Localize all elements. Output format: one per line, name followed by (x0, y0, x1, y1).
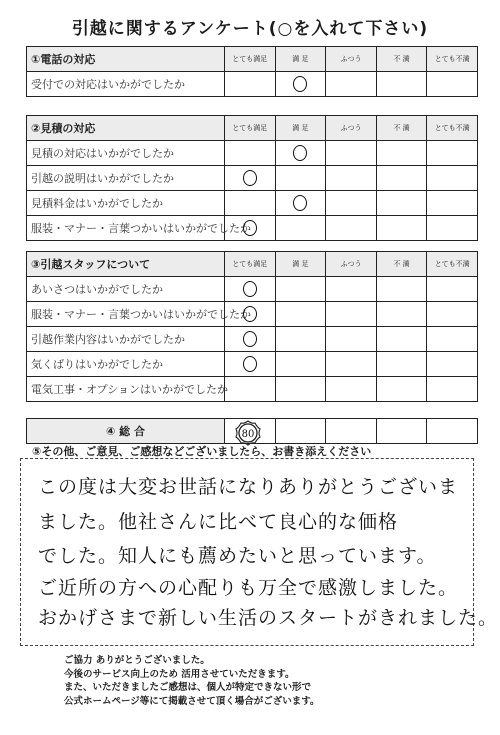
question-text: 服装・マナー・言葉つかいはいかがでしたか (27, 216, 225, 241)
rating-cell[interactable] (326, 352, 377, 377)
rating-cell[interactable] (275, 302, 326, 327)
question-text: 引越作業内容はいかがでしたか (27, 327, 225, 352)
comment-line: この度は大変お世話になりありがとうございま (38, 476, 459, 498)
option-header: ふつう (326, 47, 377, 72)
stamp-text: 80 (241, 429, 255, 440)
question-row (27, 277, 478, 302)
rating-cell[interactable] (275, 166, 326, 191)
option-header: とても不満 (427, 47, 478, 72)
section-staff (26, 251, 478, 402)
total-heading: ④ 総 合 (27, 419, 225, 444)
rating-cell[interactable] (275, 191, 326, 216)
rating-cell[interactable] (275, 216, 326, 241)
rating-cell[interactable] (376, 352, 427, 377)
rating-cell[interactable] (275, 377, 326, 402)
rating-cell[interactable] (275, 141, 326, 166)
question-text: 気くばりはいかがでしたか (27, 352, 225, 377)
rating-cell[interactable] (376, 166, 427, 191)
question-row (27, 141, 478, 166)
rating-cell[interactable] (326, 141, 377, 166)
rating-cell[interactable] (225, 327, 276, 352)
question-row (27, 327, 478, 352)
selection-circle (293, 76, 307, 92)
selection-circle (243, 331, 257, 347)
rating-cell[interactable] (376, 377, 427, 402)
rating-cell[interactable] (376, 277, 427, 302)
rating-cell[interactable] (326, 277, 377, 302)
rating-cell[interactable] (225, 352, 276, 377)
section-estimate (26, 115, 478, 241)
rating-cell[interactable] (225, 141, 276, 166)
question-text: 見積料金はいかがでしたか (27, 191, 225, 216)
option-header: 満 足 (275, 116, 326, 141)
question-row (27, 216, 478, 241)
rating-cell[interactable] (427, 166, 478, 191)
rating-cell[interactable] (275, 72, 326, 97)
section-phone (26, 46, 478, 97)
survey-title: 引越に関するアンケート(○を入れて下さい) (71, 19, 429, 39)
rating-cell[interactable] (326, 302, 377, 327)
footer-line: 公式ホームページ等にて掲載させて頂く場合がございます。 (64, 695, 320, 707)
rating-cell[interactable] (427, 327, 478, 352)
option-header: とても満足 (225, 116, 276, 141)
selection-circle (243, 306, 257, 322)
rating-cell[interactable] (225, 302, 276, 327)
rating-cell[interactable] (225, 72, 276, 97)
selection-circle (243, 281, 257, 297)
footer-line: また、いただきましたご感想は、個人が特定できない形で (64, 682, 312, 693)
rating-cell[interactable] (376, 191, 427, 216)
rating-cell[interactable] (427, 377, 478, 402)
option-header: 不 満 (376, 252, 427, 277)
option-header: 満 足 (275, 47, 326, 72)
question-row (27, 352, 478, 377)
footer-line: ご協力 ありがとうございました。 (64, 655, 210, 666)
option-header: とても不満 (427, 116, 478, 141)
rating-cell[interactable] (326, 166, 377, 191)
selection-circle (243, 220, 257, 236)
rating-cell[interactable] (326, 377, 377, 402)
rating-cell[interactable] (427, 302, 478, 327)
rating-cell[interactable] (275, 352, 326, 377)
rating-cell[interactable] (427, 352, 478, 377)
rating-cell[interactable] (275, 277, 326, 302)
comment-line: ご近所の方への心配りも万全で感激しました。 (38, 577, 459, 599)
question-text: 電気工事・オプションはいかがでしたか (27, 377, 225, 402)
rating-cell[interactable] (225, 216, 276, 241)
option-header: とても満足 (225, 47, 276, 72)
rating-cell[interactable] (427, 191, 478, 216)
comment-line: おかげさまで新しい生活のスタートがきれました。 (38, 607, 499, 629)
question-row (27, 302, 478, 327)
section-heading: ①電話の対応 (27, 47, 225, 72)
question-text: あいさつはいかがでしたか (27, 277, 225, 302)
rating-cell[interactable] (326, 327, 377, 352)
question-row (27, 72, 478, 97)
footer-note (64, 654, 320, 708)
rating-cell[interactable] (275, 327, 326, 352)
option-header: 満 足 (275, 252, 326, 277)
rating-cell[interactable] (225, 277, 276, 302)
rating-cell[interactable] (225, 377, 276, 402)
rating-cell[interactable] (275, 419, 326, 444)
rating-cell[interactable] (376, 327, 427, 352)
rating-cell[interactable] (376, 419, 427, 444)
question-text: 引越の説明はいかがでしたか (27, 166, 225, 191)
option-header: とても不満 (427, 252, 478, 277)
rating-cell[interactable] (427, 216, 478, 241)
footer-line: 今後のサービス向上のため 活用させていただきます。 (64, 668, 295, 680)
question-row (27, 191, 478, 216)
rating-cell[interactable] (376, 141, 427, 166)
question-row (27, 377, 478, 402)
selection-circle (243, 170, 257, 186)
rating-cell[interactable] (427, 277, 478, 302)
rating-cell[interactable] (326, 419, 377, 444)
rating-cell[interactable] (326, 72, 377, 97)
rating-cell[interactable] (225, 166, 276, 191)
option-header: ふつう (326, 116, 377, 141)
rating-cell[interactable] (376, 302, 427, 327)
selection-circle (243, 356, 257, 372)
question-text: 受付での対応はいかがでしたか (27, 72, 225, 97)
rating-cell[interactable] (427, 141, 478, 166)
comment-line: でした。知人にも薦めたいと思っています。 (38, 545, 437, 567)
rating-cell[interactable] (326, 191, 377, 216)
option-header: 不 満 (376, 47, 427, 72)
rating-cell[interactable] (376, 216, 427, 241)
selection-circle (293, 145, 307, 161)
rating-cell[interactable] (427, 419, 478, 444)
rating-cell[interactable] (376, 72, 427, 97)
selection-circle (293, 195, 307, 211)
question-row (27, 166, 478, 191)
option-header: ふつう (326, 252, 377, 277)
rating-cell[interactable] (225, 191, 276, 216)
option-header: とても満足 (225, 252, 276, 277)
rating-cell[interactable] (326, 216, 377, 241)
section-heading: ③引越スタッフについて (27, 252, 225, 277)
option-header: 不 満 (376, 116, 427, 141)
question-text: 見積の対応はいかがでしたか (27, 141, 225, 166)
comment-line: ました。他社さんに比べて良心的な価格 (38, 511, 399, 533)
comment-label: ⑤その他、ご意見、ご感想などございましたら、お書き添えください (32, 445, 372, 458)
section-heading: ②見積の対応 (27, 116, 225, 141)
question-text: 服装・マナー・言葉つかいはいかがでしたか (27, 302, 225, 327)
rating-cell[interactable] (427, 72, 478, 97)
